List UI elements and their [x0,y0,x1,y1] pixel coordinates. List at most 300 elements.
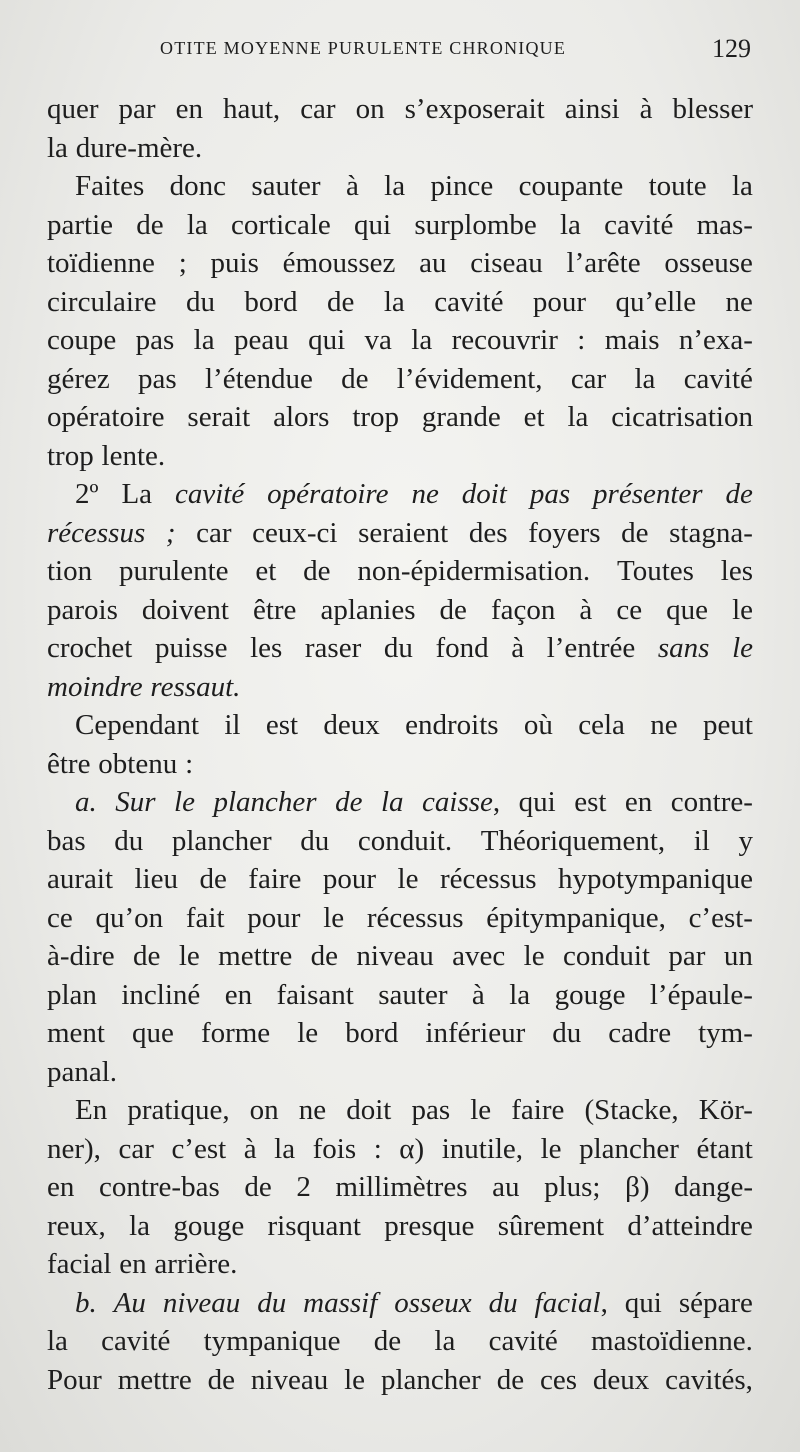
text-line [47,514,753,553]
word: deux [592,1363,650,1396]
word: donc [169,170,226,202]
word: fond [435,632,489,664]
word: pas [138,362,177,395]
word: le [732,593,753,626]
word: par [118,93,156,125]
text-line [47,629,753,668]
text-line [47,899,753,938]
word: (Stacke, [584,1094,679,1126]
word: sauter [251,170,321,202]
word: de [341,362,369,395]
word: α) [399,1132,425,1165]
word: ceux-ci [252,516,338,549]
word: est [574,786,607,818]
text-line [47,244,753,283]
word: b. [75,1286,97,1319]
word: avec [452,940,506,972]
word: la [731,170,753,202]
word: osseuse [664,247,753,279]
page-number: 129 [712,34,751,63]
word: en [624,786,653,818]
word: n’exa- [678,324,753,356]
word: la [384,170,406,202]
word: ner), [47,1132,101,1165]
word: ciseau [470,247,543,279]
word: sépare [678,1286,753,1319]
word: qu’elle [615,285,697,318]
word: façon [490,593,556,626]
word: mastoïdienne. [591,1325,753,1357]
word: ne [650,709,678,741]
text-line [47,129,753,168]
word: qui [354,208,392,241]
text-line [47,668,753,707]
word: caisse, [422,786,501,818]
word: le [174,786,195,818]
word: opératoire [47,401,165,433]
word: de [310,940,339,972]
word: cela [578,709,625,741]
word: ne [298,1094,327,1126]
word: pas [529,478,571,510]
word: le [540,1132,562,1165]
word: il [693,824,710,857]
word: la [509,978,531,1011]
word: seraient [358,516,449,549]
word: plancher [380,1363,481,1396]
word: ; [165,516,176,549]
word: émoussez [282,247,396,279]
word: conduit [563,940,651,972]
word: pour [532,285,587,318]
word: contre- [670,786,753,818]
word: cavités, [665,1363,753,1396]
text-line [47,360,753,399]
text-line [47,437,753,476]
word: inutile, [441,1132,524,1165]
word: fois [312,1132,357,1165]
word: quer [47,93,99,125]
word: cavité [101,1325,171,1357]
word: où [523,709,553,741]
word: fait [185,901,225,934]
word: ne [411,478,439,510]
word: opératoire [267,478,389,510]
word: plus; [544,1171,601,1203]
word: trop [47,439,94,472]
word: être [47,747,91,780]
word: la [383,285,405,318]
word: gouge [173,1209,245,1242]
word: car [118,1132,154,1165]
word: de [207,1363,236,1396]
running-title: OTITE MOYENNE PURULENTE CHRONIQUE [160,38,567,58]
word: de [439,593,467,626]
word: cavité [683,362,753,395]
text-line [47,1322,753,1361]
word: tym- [698,1017,753,1049]
word: va [364,324,392,356]
text-line [47,1245,753,1284]
word: risquant [267,1209,361,1242]
word: de [335,786,363,818]
word: car [196,516,232,549]
word: millimètres [335,1171,468,1203]
word: s’exposerait [404,93,545,125]
word: des [468,516,508,549]
text-line [47,1053,753,1092]
word: forme [200,1017,271,1049]
word: qui [624,1286,662,1319]
word: on [355,93,385,125]
word: du [185,285,215,318]
word: coupante [518,170,624,202]
word: pas [411,1094,451,1126]
word: le [297,1017,319,1049]
word: de [373,1325,402,1357]
word: à-dire [47,940,115,972]
word: car [300,93,336,125]
word: y [738,824,753,857]
word: foyers [528,516,601,549]
word: ces [539,1363,577,1396]
word: lente. [101,439,166,472]
word: ; [178,247,187,279]
word: toute [648,170,707,202]
word: obtenu [98,747,178,780]
word: on [249,1094,279,1126]
word: faisant [276,978,354,1011]
word: présenter [593,478,703,510]
word: cavité [434,285,504,318]
word: circulaire [47,285,157,318]
word: la [47,131,68,164]
word: plancher [171,824,272,857]
word: serait [187,401,251,433]
word: 2 [296,1171,311,1203]
word: Pour [47,1363,102,1396]
word: incliné [121,978,201,1011]
word: peut [702,709,753,741]
word: ce [47,901,73,934]
body-text [47,90,753,1399]
word: pour [322,863,377,895]
text-line [47,822,753,861]
word: purulente [118,555,229,587]
word: aurait [47,863,114,895]
word: mettre [218,940,293,972]
word: du [488,1286,518,1319]
word: pratique, [127,1094,230,1126]
word: Au [113,1286,146,1319]
word: dange- [674,1171,753,1203]
word: contre-bas [98,1171,220,1203]
text-line [47,283,753,322]
word: hypotympanique [558,863,753,895]
word: moindre [47,670,143,703]
word: recouvrir [451,324,558,356]
text-line [47,976,753,1015]
word: a. [75,786,97,818]
word: pas [135,324,175,356]
word: il [224,709,241,741]
word: 2º [75,478,99,510]
text-line [47,1284,753,1323]
word: non-épidermisation. [357,555,591,587]
word: inférieur [425,1017,526,1049]
word: partie [47,208,114,241]
word: peau [233,324,289,356]
word: ainsi [564,93,620,125]
word: à [639,93,653,125]
word: cicatrisation [611,401,753,433]
word: qui [518,786,556,818]
word: haut, [222,93,281,125]
word: à [511,632,525,664]
word: de [199,863,227,895]
word: du [300,824,330,857]
word: la [380,786,404,818]
word: à [243,1132,257,1165]
word: étant [696,1132,753,1165]
word: Cependant [75,709,200,741]
word: En [75,1094,108,1126]
word: grande [421,401,501,433]
word: les [250,632,283,664]
word: doit [461,478,507,510]
word: un [723,940,753,972]
text-line [47,398,753,437]
word: être [252,593,297,626]
word: de [303,555,331,587]
text-line [47,475,753,514]
word: en [47,1171,75,1203]
word: du [383,632,413,664]
word: la [411,324,433,356]
word: doit [346,1094,392,1126]
word: stagna- [669,516,753,549]
word: pince [430,170,494,202]
text-line [47,1168,753,1207]
text-line [47,321,753,360]
word: : [373,1132,382,1165]
word: de [725,478,753,510]
word: mais [604,324,660,356]
word: : [185,747,194,780]
word: du [114,824,144,857]
word: conduit. [357,824,453,857]
word: bord [244,285,298,318]
word: arrière. [154,1248,238,1280]
word: de [327,285,355,318]
word: de [136,208,164,241]
word: sans [657,632,710,664]
text-line [47,1130,753,1169]
word: la [47,1325,68,1357]
word: c’est [171,1132,227,1165]
word: bord [345,1017,399,1049]
word: dure-mère. [75,131,203,164]
text-line [47,860,753,899]
word: faire [511,1094,565,1126]
word: pour [247,901,301,934]
word: que [666,593,709,626]
word: endroits [405,709,499,741]
word: ment [47,1017,105,1049]
word: par [668,940,706,972]
word: trop [352,401,400,433]
word: cadre [608,1017,672,1049]
word: plan [47,978,97,1011]
word: panal. [47,1055,118,1088]
word: parois [47,593,118,626]
word: cavité [604,208,674,241]
word: surplombe [414,208,537,241]
word: du [257,1286,287,1319]
word: doivent [141,593,229,626]
word: la [634,362,656,395]
word: est [265,709,299,741]
word: le [344,1363,366,1396]
word: le [178,940,200,972]
word: coupe [47,324,117,356]
word: en [224,978,253,1011]
word: l’épaule- [649,978,753,1011]
word: que [132,1017,174,1049]
word: reux, [47,1209,106,1242]
word: : [577,324,586,356]
word: mettre [117,1363,192,1396]
word: tion [47,555,93,587]
text-line [47,591,753,630]
word: l’étendue [204,362,313,395]
word: niveau [162,1286,241,1319]
word: la [193,324,215,356]
word: l’entrée [546,632,636,664]
word: niveau [356,940,434,972]
word: ne [725,285,753,318]
word: ce [616,593,643,626]
word: Toutes [617,555,694,587]
word: alors [273,401,330,433]
text-line [47,1207,753,1246]
text-line [47,1091,753,1130]
text-line [47,167,753,206]
word: facial [47,1248,112,1280]
word: la [186,208,208,241]
word: lieu [134,863,178,895]
word: crochet [47,632,133,664]
word: au [419,247,447,279]
word: Kör- [698,1094,753,1126]
word: tympanique [203,1325,341,1357]
word: facial, [534,1286,608,1319]
word: car [570,362,607,395]
text-line [47,206,753,245]
word: l’arête [566,247,641,279]
word: récessus [439,863,537,895]
word: bas [47,824,86,857]
word: l’évidement, [396,362,543,395]
word: puisse [154,632,228,664]
word: blesser [672,93,753,125]
word: gouge [554,978,626,1011]
word: la [559,208,581,241]
word: d’atteindre [627,1209,753,1242]
word: de [133,940,161,972]
text-line [47,706,753,745]
text-line [47,937,753,976]
word: presque [384,1209,475,1242]
word: récessus [47,516,146,549]
word: Théoriquement, [480,824,666,857]
word: sauter [378,978,448,1011]
word: osseux [394,1286,472,1319]
word: la [434,1325,456,1357]
word: qu’on [95,901,164,934]
word: plancher [579,1132,679,1165]
word: Faites [75,170,145,202]
word: Sur [115,786,156,818]
word: faire [248,863,302,895]
word: deux [323,709,380,741]
word: les [720,555,753,587]
word: de [244,1171,272,1203]
word: cavité [174,478,245,510]
word: à [471,978,485,1011]
word: et [523,401,545,433]
text-line [47,783,753,822]
word: le [523,940,545,972]
word: épitympanique, [486,901,666,934]
word: corticale [230,208,331,241]
word: le [470,1094,492,1126]
text-line [47,90,753,129]
word: massif [303,1286,378,1319]
word: à [345,170,359,202]
word: le [323,901,345,934]
word: à [579,593,593,626]
word: aplanies [320,593,416,626]
word: sûrement [497,1209,605,1242]
text-line [47,552,753,591]
word: raser [304,632,362,664]
word: du [552,1017,582,1049]
word: β) [625,1171,650,1203]
text-line [47,745,753,784]
word: et [255,555,277,587]
word: c’est- [688,901,753,934]
word: la [567,401,589,433]
word: toïdienne [47,247,155,279]
word: la [274,1132,296,1165]
word: le [397,863,419,895]
word: cavité [488,1325,558,1357]
word: la [129,1209,151,1242]
page-header [0,34,800,74]
word: de [621,516,649,549]
word: au [492,1171,520,1203]
word: plancher [213,786,317,818]
word: mas- [696,208,753,241]
word: niveau [250,1363,329,1396]
word: qui [308,324,346,356]
text-line [47,1014,753,1053]
word: La [121,478,153,510]
word: en [175,93,203,125]
word: puis [210,247,259,279]
word: récessus [366,901,464,934]
